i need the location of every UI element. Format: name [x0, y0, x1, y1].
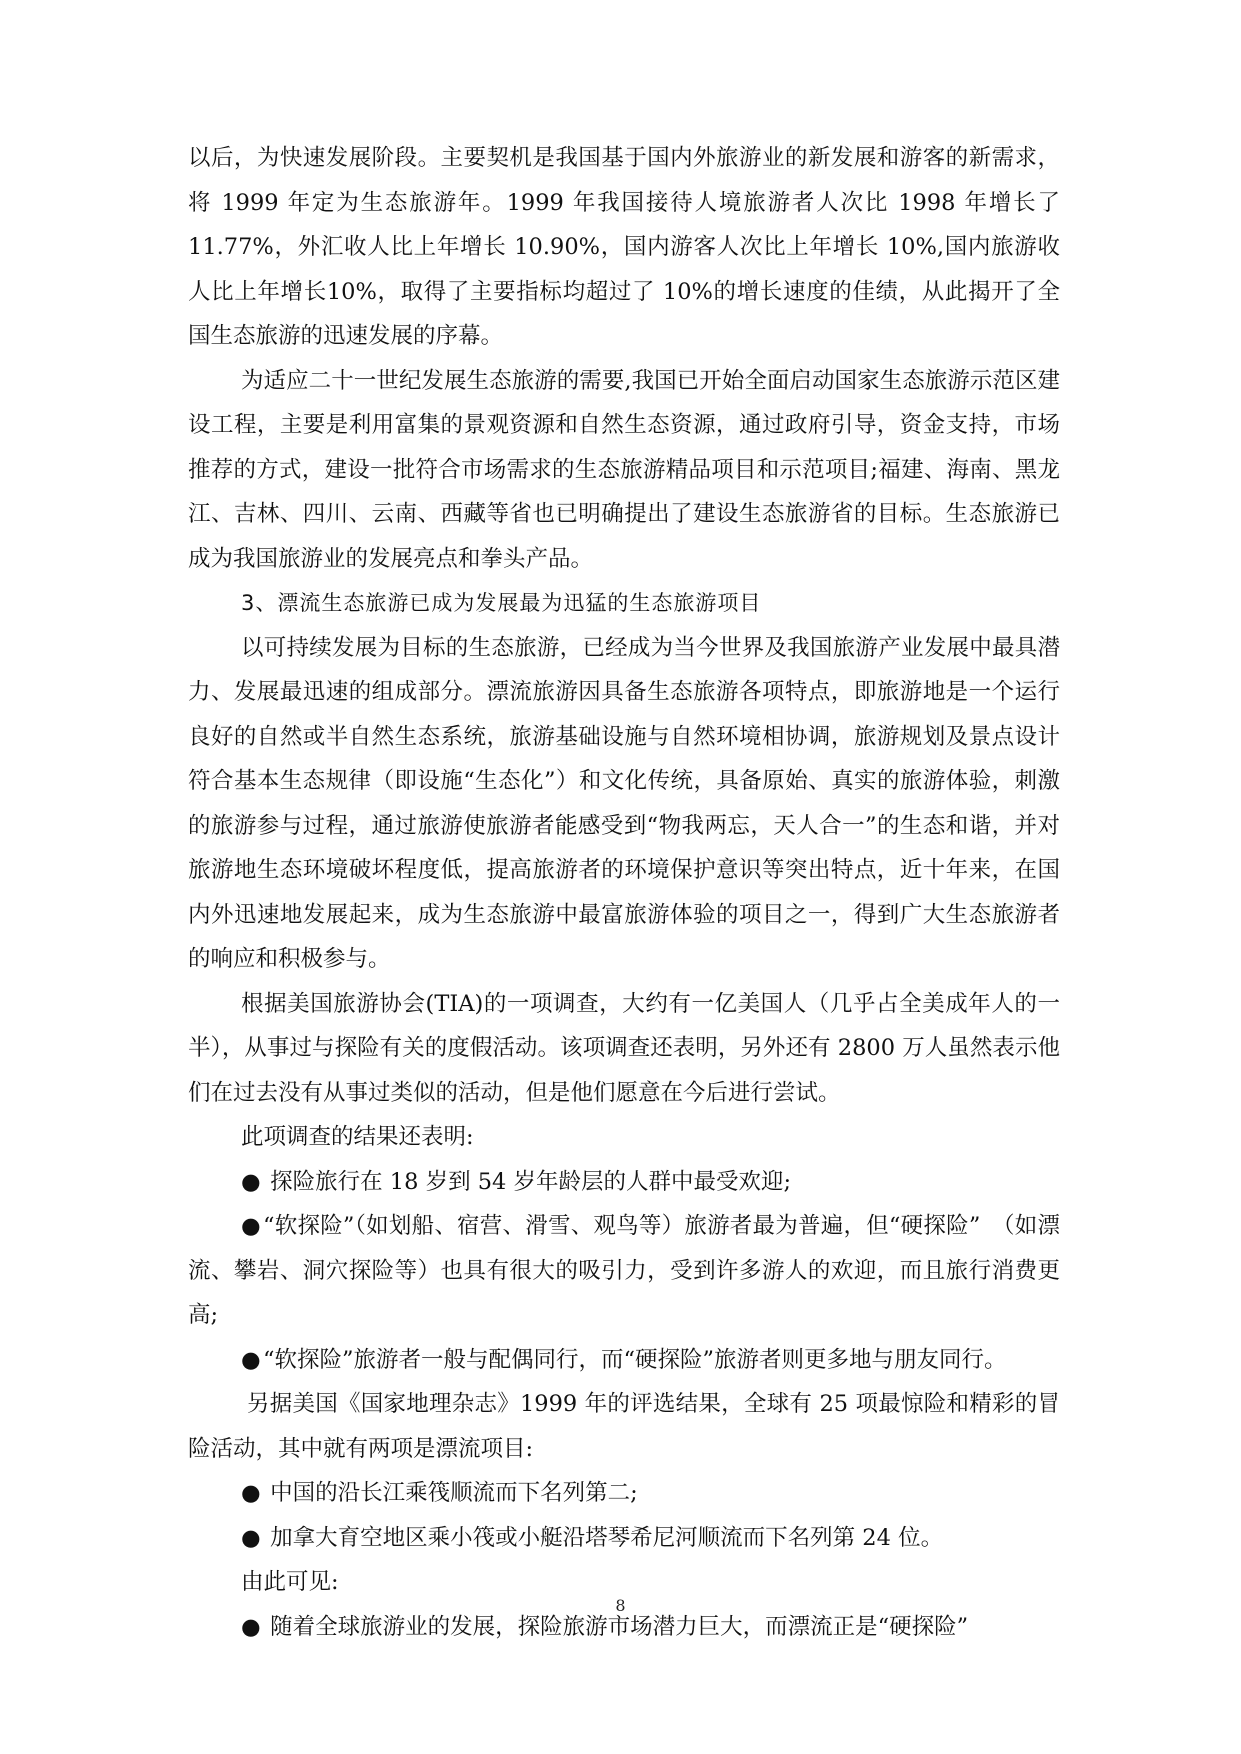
- list-item-text: 随着全球旅游业的发展，探险旅游市场潜力巨大，而漂流正是“硬探险”: [270, 1613, 969, 1640]
- bullet-icon: ●: [241, 1213, 261, 1239]
- list-item: [188, 1160, 1060, 1205]
- paragraph: 此项调查的结果还表明:: [241, 1124, 474, 1150]
- list-item-text: “软探险”旅游者一般与配偶同行，而“硬探险”旅游者则更多地与朋友同行。: [263, 1346, 1007, 1373]
- page-body: [188, 136, 1060, 1649]
- bullet-icon: ●: [241, 1346, 261, 1373]
- paragraph: 以后，为快速发展阶段。主要契机是我国基于国内外旅游业的新发展和游客的新需求，将 1999 年定为生态旅游年。1999 年我国接待人境旅游者人次比 1998 年增长了 11.77%，外汇收人比上年增长 10.90%，国内游客人次比上年增长 10%,国内旅游收人比上年增长10%，取得了主要指标均超过了 10%的增长速度的佳绩，从此揭开了全国生态旅游的迅速发展的序幕。: [188, 145, 1060, 349]
- list-item-text: 中国的沿长江乘筏顺流而下名列第二;: [270, 1480, 638, 1506]
- bullet-icon: ●: [241, 1613, 261, 1640]
- page-number: 8: [615, 1596, 626, 1615]
- list-item-text: “软探险”（如划船、宿营、滑雪、观鸟等）旅游者最为普遍，但“硬探险” （如漂流、攀岩、洞穴探险等）也具有很大的吸引力，受到许多游人的欢迎，而且旅行消费更高;: [188, 1213, 1060, 1328]
- paragraph: 另据美国《国家地理杂志》1999 年的评选结果，全球有 25 项最惊险和精彩的冒险活动，其中就有两项是漂流项目:: [188, 1391, 1060, 1462]
- bullet-icon: ●: [241, 1168, 261, 1195]
- bullet-icon: ●: [241, 1524, 261, 1551]
- list-item: [188, 1338, 1060, 1383]
- paragraph: 以可持续发展为目标的生态旅游，已经成为当今世界及我国旅游产业发展中最具潜力、发展最迅速的组成部分。漂流旅游因具备生态旅游各项特点，即旅游地是一个运行良好的自然或半自然生态系统，旅游基础设施与自然环境相协调，旅游规划及景点设计符合基本生态规律（即设施“生态化”）和文化传统，具备原始、真实的旅游体验，刺激的旅游参与过程，通过旅游使旅游者能感受到“物我两忘，天人合一”的生态和谐，并对旅游地生态环境破坏程度低，提高旅游者的环境保护意识等突出特点，近十年来，在国内外迅速地发展起来，成为生态旅游中最富旅游体验的项目之一，得到广大生态旅游者的响应和积极参与。: [188, 634, 1060, 972]
- list-item: [188, 1516, 1060, 1561]
- paragraph: 为适应二十一世纪发展生态旅游的需要,我国已开始全面启动国家生态旅游示范区建设工程，主要是利用富集的景观资源和自然生态资源，通过政府引导，资金支持，市场推荐的方式，建设一批符合市场需求的生态旅游精品项目和示范项目;福建、海南、黑龙江、吉林、四川、云南、西藏等省也已明确提出了建设生态旅游省的目标。生态旅游已成为我国旅游业的发展亮点和拳头产品。: [188, 367, 1060, 572]
- paragraph: 根据美国旅游协会(TIA)的一项调查，大约有一亿美国人（几乎占全美成年人的一半），从事过与探险有关的度假活动。该项调查还表明，另外还有 2800 万人虽然表示他们在过去没有从事过类似的活动，但是他们愿意在今后进行尝试。: [188, 990, 1060, 1106]
- list-item-text: 加拿大育空地区乘小筏或小艇沿塔琴希尼河顺流而下名列第 24 位。: [270, 1524, 944, 1551]
- list-item: [188, 1204, 1060, 1338]
- bullet-icon: ●: [241, 1480, 261, 1506]
- section-heading: 3、漂流生态旅游已成为发展最为迅猛的生态旅游项目: [241, 591, 762, 615]
- paragraph: 由此可见:: [241, 1569, 339, 1595]
- list-item: [188, 1471, 1060, 1516]
- list-item-text: 探险旅行在 18 岁到 54 岁年龄层的人群中最受欢迎;: [270, 1168, 792, 1195]
